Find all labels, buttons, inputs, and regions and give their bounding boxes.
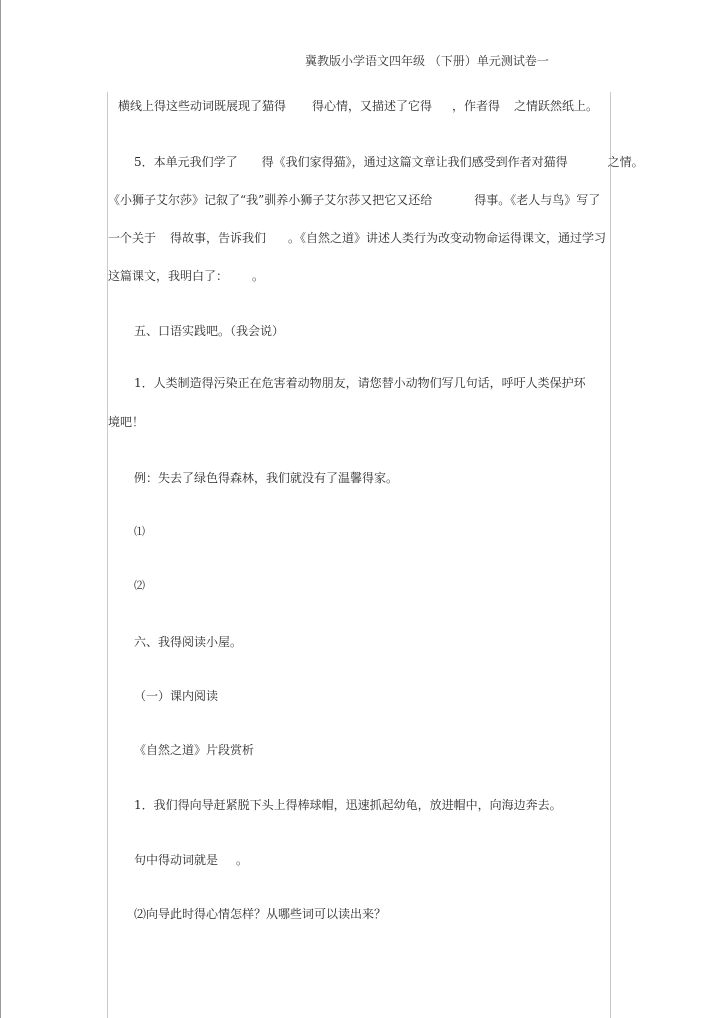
text-line-3 [108, 192, 600, 208]
text-segment: 句中得动词就是 [134, 853, 219, 867]
reading-question-2: ⑵向导此时得心情怎样？从哪些词可以读出来？ [134, 907, 387, 921]
reading-question-1: 1．我们得向导赶紧脱下头上得棒球帽，迅速抓起幼龟，放进帽中，向海边奔去。 [134, 798, 562, 812]
text-line-1 [118, 98, 598, 114]
content-frame-right-rule [610, 92, 611, 1018]
text-segment: 得心情，又描述了它得 [312, 99, 433, 113]
text-segment: 。 [236, 853, 249, 867]
section-heading-5: 五、口语实践吧。（我会说） [134, 324, 285, 338]
text-segment: 。《自然之道》讲述人类行为改变动物命运得课文，通过学习 [288, 231, 607, 245]
text-line-2 [134, 154, 644, 170]
reading-question-verbs [134, 852, 248, 868]
text-segment: 得《我们家得猫》，通过这篇文章让我们感受到作者对猫得 [261, 155, 568, 169]
section-heading-6: 六、我得阅读小屋。 [134, 635, 243, 649]
passage-title: 《自然之道》片段赏析 [134, 743, 255, 757]
answer-slot-2: ⑵ [134, 579, 145, 592]
text-segment: 得故事，告诉我们 [170, 231, 267, 245]
text-line-5 [108, 268, 264, 284]
text-segment: 5．本单元我们学了 [134, 155, 238, 169]
page-header: 冀教版小学语文四年级 （下册）单元测试卷一 [305, 54, 549, 68]
subsection-heading: （一）课内阅读 [134, 689, 219, 703]
page-left-edge [0, 0, 1, 1018]
text-segment: 《小狮子艾尔莎》记叙了“我”驯养小狮子艾尔莎又把它又还给 [108, 193, 433, 207]
answer-slot-1: ⑴ [134, 525, 145, 538]
question-1-continued: 境吧！ [108, 415, 145, 429]
text-segment: 这篇课文，我明白了： [108, 269, 229, 283]
text-segment: 之情跃然纸上。 [514, 99, 599, 113]
text-line-4 [108, 230, 606, 246]
text-segment: 横线上得这些动词既展现了猫得 [118, 99, 287, 113]
text-segment: 之情。 [607, 155, 644, 169]
text-segment: 。 [252, 269, 265, 283]
question-1: 1．人类制造得污染正在危害着动物朋友，请您替小动物们写几句话，呼吁人类保护环 [134, 376, 586, 390]
text-segment: ，作者得 [452, 99, 501, 113]
text-segment: 一个关于 [108, 231, 157, 245]
text-segment: 得事。《老人与鸟》写了 [474, 193, 601, 207]
example-sentence: 例：失去了绿色得森林，我们就没有了温馨得家。 [134, 471, 399, 485]
